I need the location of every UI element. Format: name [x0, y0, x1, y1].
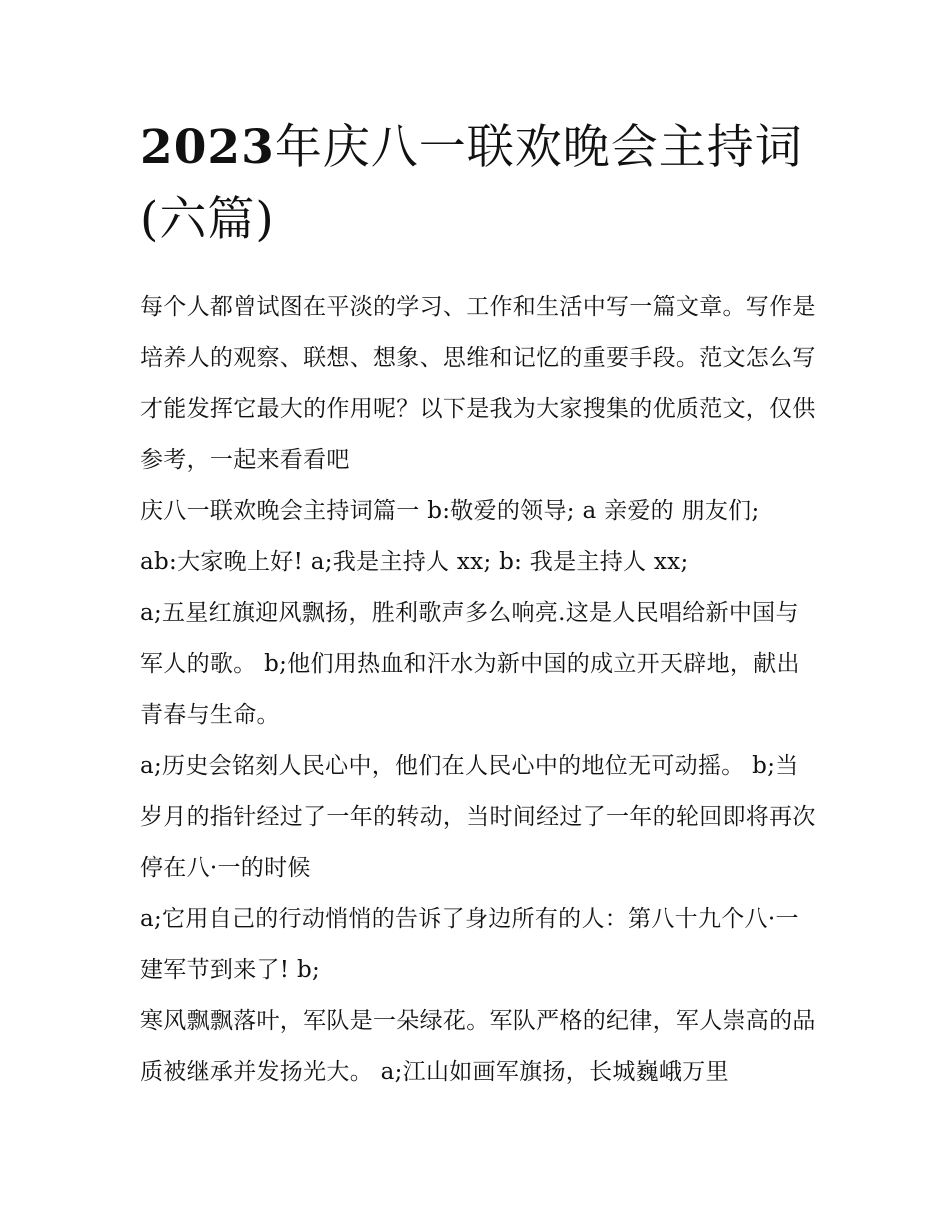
paragraph-2: ab:大家晚上好! a;我是主持人 xx; b: 我是主持人 xx;: [140, 549, 689, 575]
paragraph-1: 庆八一联欢晚会主持词篇一 b:敬爱的领导; a 亲爱的 朋友们;: [140, 498, 760, 524]
paragraph-6: 寒风飘飘落叶，军队是一朵绿花。军队严格的纪律，军人崇高的品质被继承并发扬光大。 a;江山如画军旗扬，长城巍峨万里: [140, 1008, 816, 1085]
title-text: 年庆八一联欢晚会主持词(六篇): [140, 120, 803, 247]
document-page: [140, 112, 820, 1098]
paragraph-4: a;历史会铭刻人民心中，他们在人民心中的地位无可动摇。 b;当岁月的指针经过了一年的转动，当时间经过了一年的轮回即将再次停在八·一的时候: [140, 753, 816, 881]
paragraph-intro: 每个人都曾试图在平淡的学习、工作和生活中写一篇文章。写作是培养人的观察、联想、想象、思维和记忆的重要手段。范文怎么写才能发挥它最大的作用呢？以下是我为大家搜集的优质范文，仅供参考，一起来看看吧: [140, 294, 816, 473]
document-body: [140, 282, 820, 1098]
paragraph-5: a;它用自己的行动悄悄的告诉了身边所有的人：第八十九个八·一建军节到来了! b;: [140, 906, 799, 983]
document-title: [140, 112, 820, 256]
paragraph-3: a;五星红旗迎风飘扬，胜利歌声多么响亮.这是人民唱给新中国与军人的歌。 b;他们用热血和汗水为新中国的成立开天辟地，献出青春与生命。: [140, 600, 800, 728]
title-year: 2023: [140, 120, 275, 175]
